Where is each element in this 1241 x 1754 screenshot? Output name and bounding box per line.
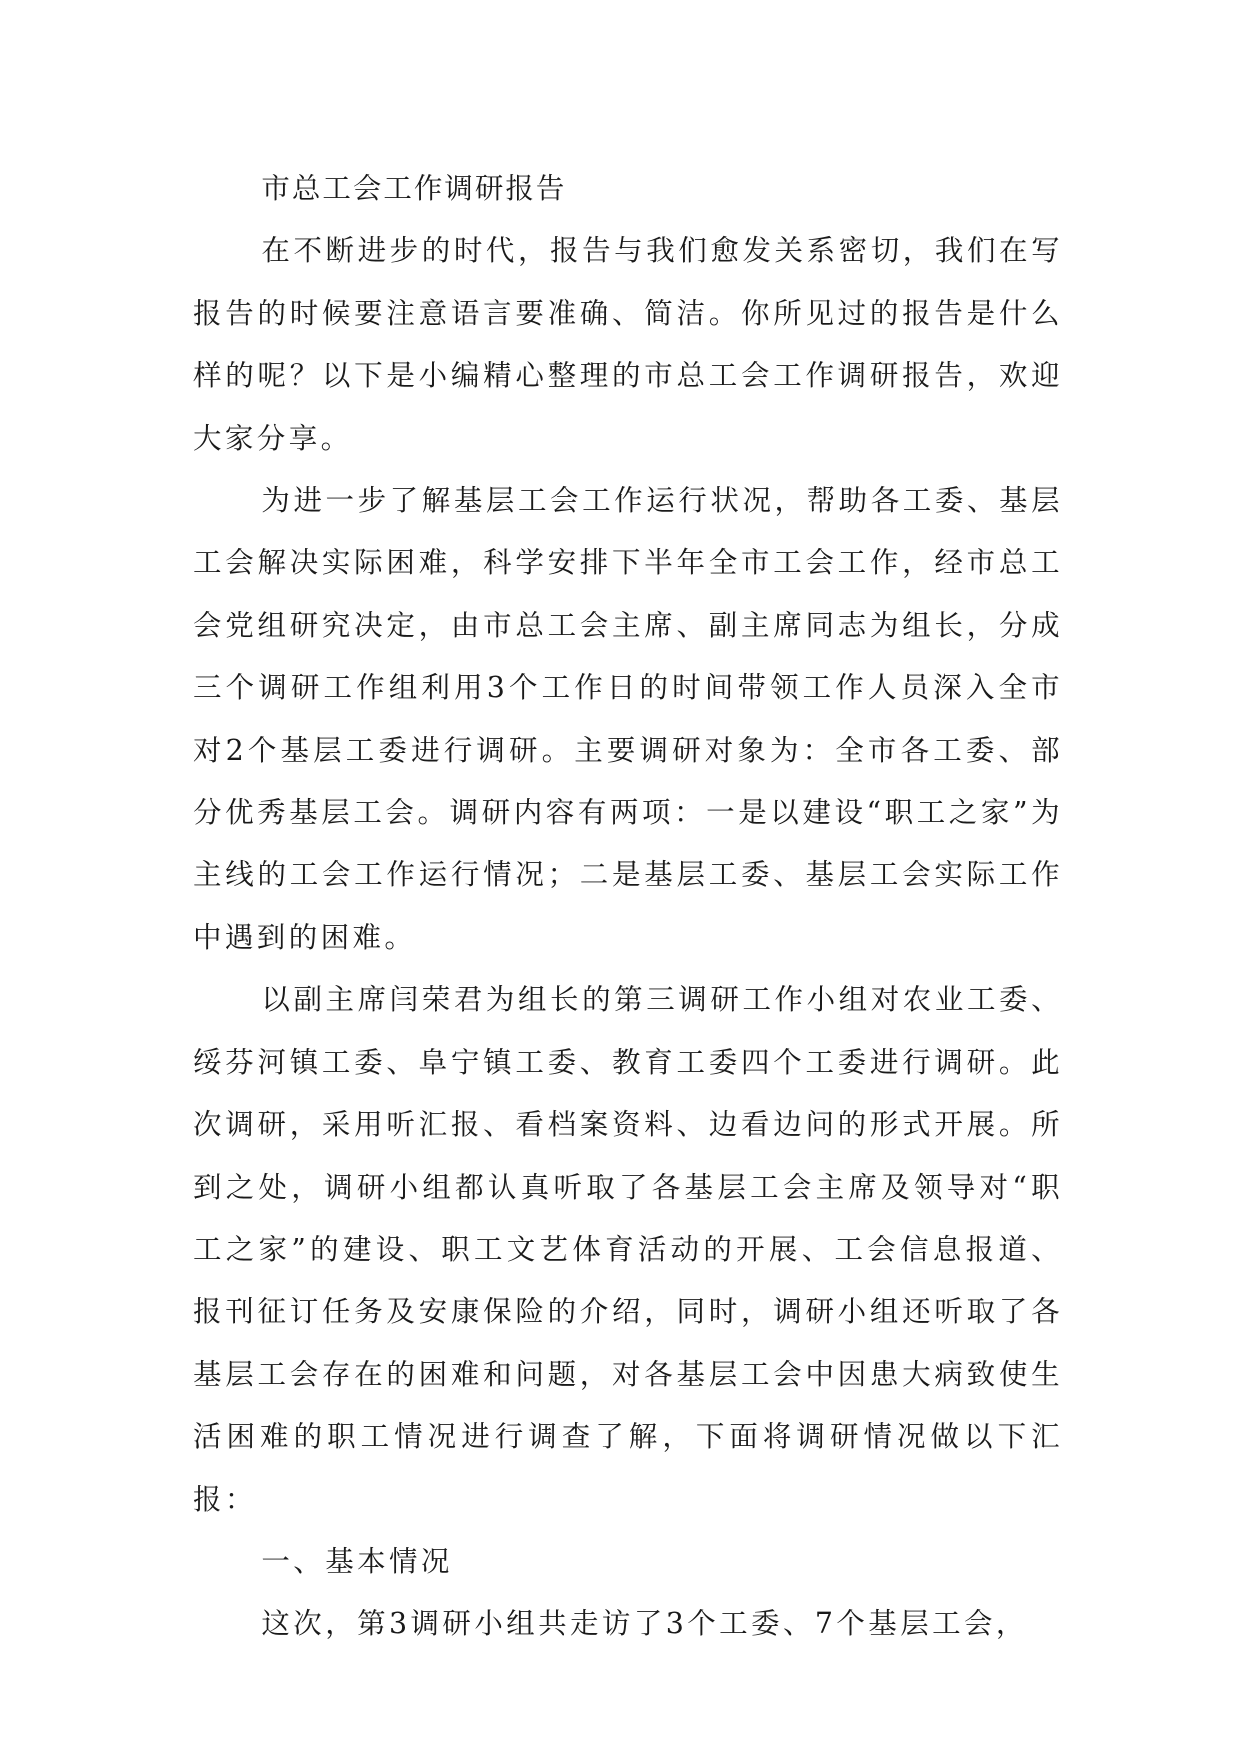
paragraph-visits: 这次，第3调研小组共走访了3个工委、7个基层工会， <box>261 1607 1028 1641</box>
paragraph-purpose: 为进一步了解基层工会工作运行状况，帮助各工委、基层工会解决实际困难，科学安排下半年全市工会工作，经市总工会党组研究决定，由市总工会主席、副主席同志为组长，分成三个调研工作组利用3个工作日的时间带领工作人员深入全市对2个基层工委进行调研。主要调研对象为：全市各工委、部分优秀基层工会。调研内容有两项：一是以建设“职工之家”为主线的工会工作运行情况；二是基层工委、基层工会实际工作中遇到的困难。 <box>193 484 1063 954</box>
paragraph-intro: 在不断进步的时代，报告与我们愈发关系密切，我们在写报告的时候要注意语言要准确、简洁。你所见过的报告是什么样的呢？以下是小编精心整理的市总工会工作调研报告，欢迎大家分享。 <box>193 234 1063 455</box>
document-body <box>193 158 1063 1656</box>
paragraph-third-group: 以副主席闫荣君为组长的第三调研工作小组对农业工委、绥芬河镇工委、阜宁镇工委、教育工委四个工委进行调研。此次调研，采用听汇报、看档案资料、边看边问的形式开展。所到之处，调研小组都认真听取了各基层工会主席及领导对“职工之家”的建设、职工文艺体育活动的开展、工会信息报道、报刊征订任务及安康保险的介绍，同时，调研小组还听取了各基层工会存在的困难和问题，对各基层工会中因患大病致使生活困难的职工情况进行调查了解，下面将调研情况做以下汇报： <box>193 983 1063 1516</box>
section-heading-basic-situation: 一、基本情况 <box>261 1544 453 1578</box>
document-title: 市总工会工作调研报告 <box>261 172 567 205</box>
